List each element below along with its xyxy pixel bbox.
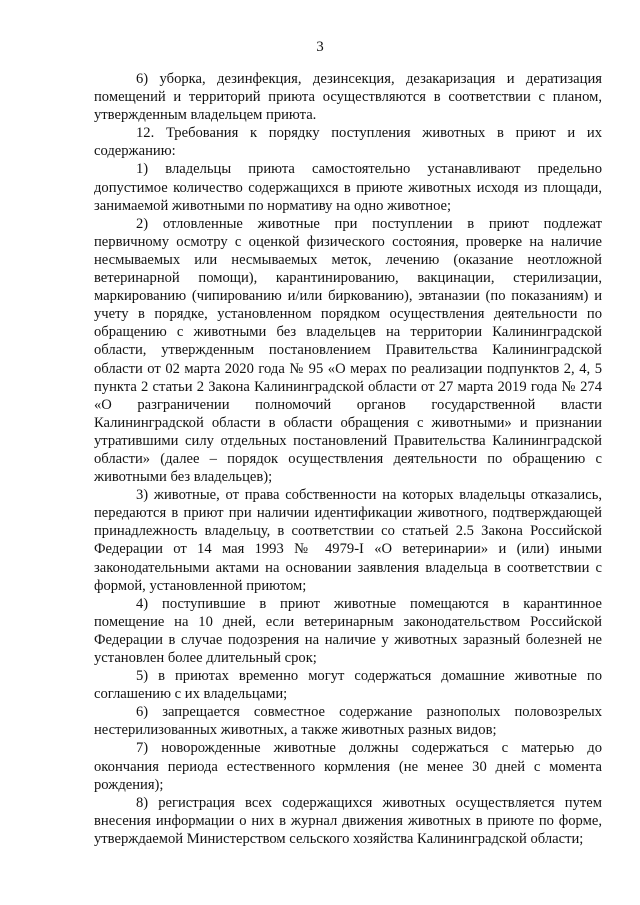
document-body <box>94 70 602 848</box>
page-number: 3 <box>316 39 324 55</box>
paragraph-item-8-registration: 8) регистрация всех содержащихся животных осуществляется путем внесения информации о них в журнал движения животных в приюте по форме, утверждаемой Министерством сельского хозяйства Калининградской области; <box>94 794 602 847</box>
paragraph-item-6-prohibition: 6) запрещается совместное содержание разнополых половозрелых нестерилизованных животных, а также животных разных видов; <box>94 704 602 739</box>
paragraph-item-6-cleaning: 6) уборка, дезинфекция, дезинсекция, дезакаризация и дератизация помещений и территорий приюта осуществляются в соответствии с планом, утвержденным владельцем приюта. <box>94 71 602 124</box>
paragraph-item-2-intake: 2) отловленные животные при поступлении в приют подлежат первичному осмотру с оценкой физического состояния, проверке на наличие несмываемых или несмываемых меток, лечению (оказание неотложной ветеринарной помощи), карантинированию, вакцинации, стерилизации, маркированию (чипированию и/или биркованию), эвтаназии (по показаниям) и учету в порядке, установленном порядком осуществления деятельности по обращению с животными без владельцев на территории Калининградской области, утвержденным постановлением Правительства Калининградской области от 02 марта 2020 года № 95 «О мерах по реализации подпунктов 2, 4, 5 пункта 2 статьи 2 Закона Калининградской области от 27 марта 2019 года № 274 «О разграничении полномочий органов государственной власти Калининградской области в области обращения с животными» и признании утратившими силу отдельных постановлений Правительства Калининградской области» (далее – порядок осуществления деятельности по обращению с животными без владельцев); <box>94 215 602 486</box>
paragraph-item-1-capacity: 1) владельцы приюта самостоятельно устанавливают предельно допустимое количество содержащихся в приюте животных исходя из площади, занимаемой животными по нормативу на одно животное; <box>94 161 602 214</box>
paragraph-item-3-ownership: 3) животные, от права собственности на которых владельцы отказались, передаются в приют при наличии идентификации животного, подтверждающей принадлежность владельцу, в соответствии со статьей 2.5 Закона Российской Федерации от 14 мая 1993 № 4979-I «О ветеринарии» и (или) иными законодательными актами на основании заявления владельца в соответствии с формой, установленной приютом; <box>94 487 602 594</box>
paragraph-item-4-quarantine: 4) поступившие в приют животные помещаются в карантинное помещение на 10 дней, если ветеринарным законодательством Российской Федерации в случае подозрения на наличие у животных заразный болезней не установлен более длительный срок; <box>94 595 602 666</box>
paragraph-item-7-newborns: 7) новорожденные животные должны содержаться с матерью до окончания периода естественного кормления (не менее 30 дней с момента рождения); <box>94 740 602 793</box>
paragraph-section-12-heading: 12. Требования к порядку поступления животных в приют и их содержанию: <box>94 125 602 160</box>
paragraph-item-5-domestic: 5) в приютах временно могут содержаться домашние животные по соглашению с их владельцами; <box>94 668 602 703</box>
